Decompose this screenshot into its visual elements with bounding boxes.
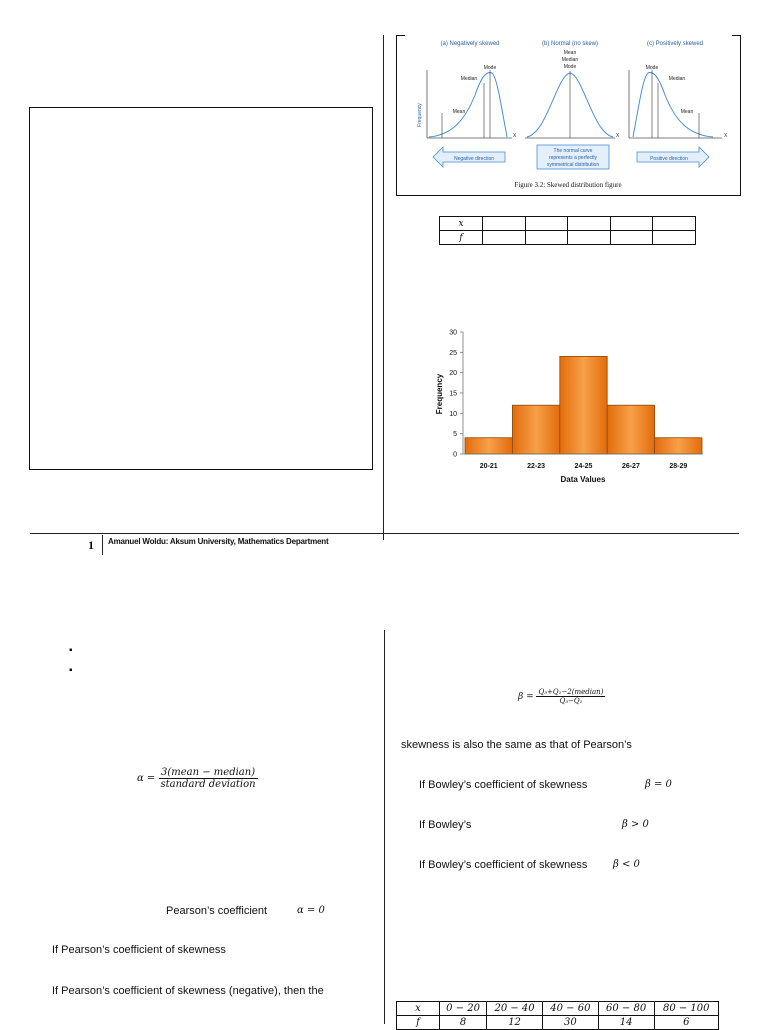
- empty-xf-table: [439, 216, 696, 245]
- histogram-bar: [465, 438, 512, 454]
- y-tick-label: 20: [449, 370, 457, 378]
- y-tick-label: 0: [453, 451, 457, 459]
- pearson-line-2: If Pearson’s coefficient of skewness: [52, 944, 226, 956]
- column-divider: [383, 35, 384, 540]
- row-label-f: f: [440, 231, 483, 245]
- y-tick-label: 15: [449, 390, 457, 398]
- freq-table-cell: 8: [440, 1016, 487, 1030]
- negative-direction-arrow: [433, 147, 505, 167]
- panel-b-median-label: Median: [561, 57, 579, 63]
- histogram-bar: [655, 438, 702, 454]
- x-tick-label: 20-21: [479, 463, 498, 470]
- panel-c-median-label: Median: [668, 76, 686, 82]
- freq-table-cell: 0 − 20: [440, 1002, 487, 1016]
- panel-c-mode-label: Mode: [645, 65, 659, 71]
- empty-figure-box: [29, 107, 373, 470]
- y-tick-label: 10: [449, 410, 457, 418]
- svg-text:Positive direction: Positive direction: [650, 156, 688, 162]
- panel-c: [629, 65, 728, 139]
- bowley-formula: β = $\frac{\text{Q₃+Q₁−2(median)}}{\text{Q₃−Q₁}}$: [518, 688, 604, 705]
- freq-table-cell: 6: [654, 1016, 718, 1030]
- freq-table-x-label: x: [397, 1002, 440, 1016]
- bowley-line-1-math: β = 0: [645, 779, 672, 790]
- panel-a-median-label: Median: [460, 76, 478, 82]
- footer-text: Amanuel Woldu: Aksum University, Mathematics Department: [108, 537, 329, 546]
- freq-table-cell: 40 − 60: [542, 1002, 598, 1016]
- bullet-1: ▪: [69, 645, 73, 656]
- histogram-y-label: Frequency: [435, 373, 444, 415]
- bullet-2: ▪: [69, 665, 73, 676]
- pearson-formula: α = $\frac{\text{3(mean − median)}}{\text{standard deviation}}$: [137, 767, 256, 790]
- x-tick-label: 28-29: [669, 463, 688, 470]
- y-tick-label: 30: [449, 329, 457, 337]
- bowley-line-1: If Bowley’s coefficient of skewness: [419, 779, 588, 791]
- row-label-x: x: [440, 217, 483, 231]
- histogram-bar: [512, 405, 559, 454]
- positive-direction-arrow: [637, 147, 709, 167]
- pearson-zero-text: Pearson’s coefficient: [166, 905, 268, 917]
- panel-b-mean-label: Mean: [563, 50, 577, 56]
- histogram-x-label: Data Values: [560, 475, 606, 484]
- panel-b: [525, 50, 620, 139]
- panel-c-x-label: X: [724, 133, 728, 139]
- freq-table-cell: 30: [542, 1016, 598, 1030]
- y-tick-label: 5: [453, 431, 457, 439]
- freq-table-cell: 20 − 40: [487, 1002, 543, 1016]
- svg-text:The normal curve: The normal curve: [553, 148, 593, 154]
- figure-caption: Figure 3.2: Skewed distribution figure: [514, 181, 622, 189]
- freq-table-cell: 80 − 100: [654, 1002, 718, 1016]
- y-tick-label: 25: [449, 349, 457, 357]
- svg-text:Negative direction: Negative direction: [453, 156, 495, 162]
- panel-b-title: (b) Normal (no skew): [541, 41, 599, 47]
- footer-divider: [102, 535, 103, 555]
- histogram-bar: [560, 356, 607, 454]
- panel-a-mode-label: Mode: [483, 65, 497, 71]
- panel-a-x-label: X: [513, 133, 517, 139]
- frequency-axis-label: Frequency: [417, 103, 423, 127]
- panel-b-x-label: X: [616, 133, 620, 139]
- freq-table-cell: 14: [598, 1016, 654, 1030]
- x-tick-label: 24-25: [574, 463, 593, 470]
- bowley-intro: skewness is also the same as that of Pearson’s: [401, 739, 632, 751]
- panel-b-mode-label: Mode: [563, 64, 577, 70]
- x-tick-label: 22-23: [527, 463, 546, 470]
- footer-rule: [30, 533, 739, 534]
- panel-a-mean-label: Mean: [452, 109, 466, 115]
- skew-figure-frame: [396, 35, 741, 196]
- panel-a: [427, 65, 517, 139]
- svg-text:symmetrical distribution: symmetrical distribution: [546, 162, 600, 168]
- bowley-line-3: If Bowley’s coefficient of skewness: [419, 859, 588, 871]
- frequency-table: [396, 1001, 719, 1030]
- svg-text:represents a perfectly: represents a perfectly: [548, 155, 598, 161]
- pearson-line-3: If Pearson’s coefficient of skewness (negative), then the: [52, 985, 324, 997]
- panel-a-title: (a) Negatively skewed: [440, 41, 500, 47]
- freq-table-cell: 60 − 80: [598, 1002, 654, 1016]
- x-tick-label: 26-27: [621, 463, 640, 470]
- bowley-line-3-math: β < 0: [613, 859, 640, 870]
- bowley-line-2-math: β > 0: [622, 819, 649, 830]
- panel-c-title: (c) Positively skewed: [646, 41, 704, 47]
- frequency-histogram: [425, 322, 725, 487]
- freq-table-f-label: f: [397, 1016, 440, 1030]
- skew-figure-svg: [397, 35, 740, 195]
- freq-table-cell: 12: [487, 1016, 543, 1030]
- histogram-bar: [607, 405, 654, 454]
- page2-column-divider: [384, 630, 385, 1024]
- page-number: 1: [88, 538, 94, 552]
- normal-curve-note: [537, 145, 609, 169]
- pearson-zero-math: α = 0: [297, 905, 325, 916]
- bowley-line-2: If Bowley’s: [419, 819, 472, 831]
- panel-c-mean-label: Mean: [680, 109, 694, 115]
